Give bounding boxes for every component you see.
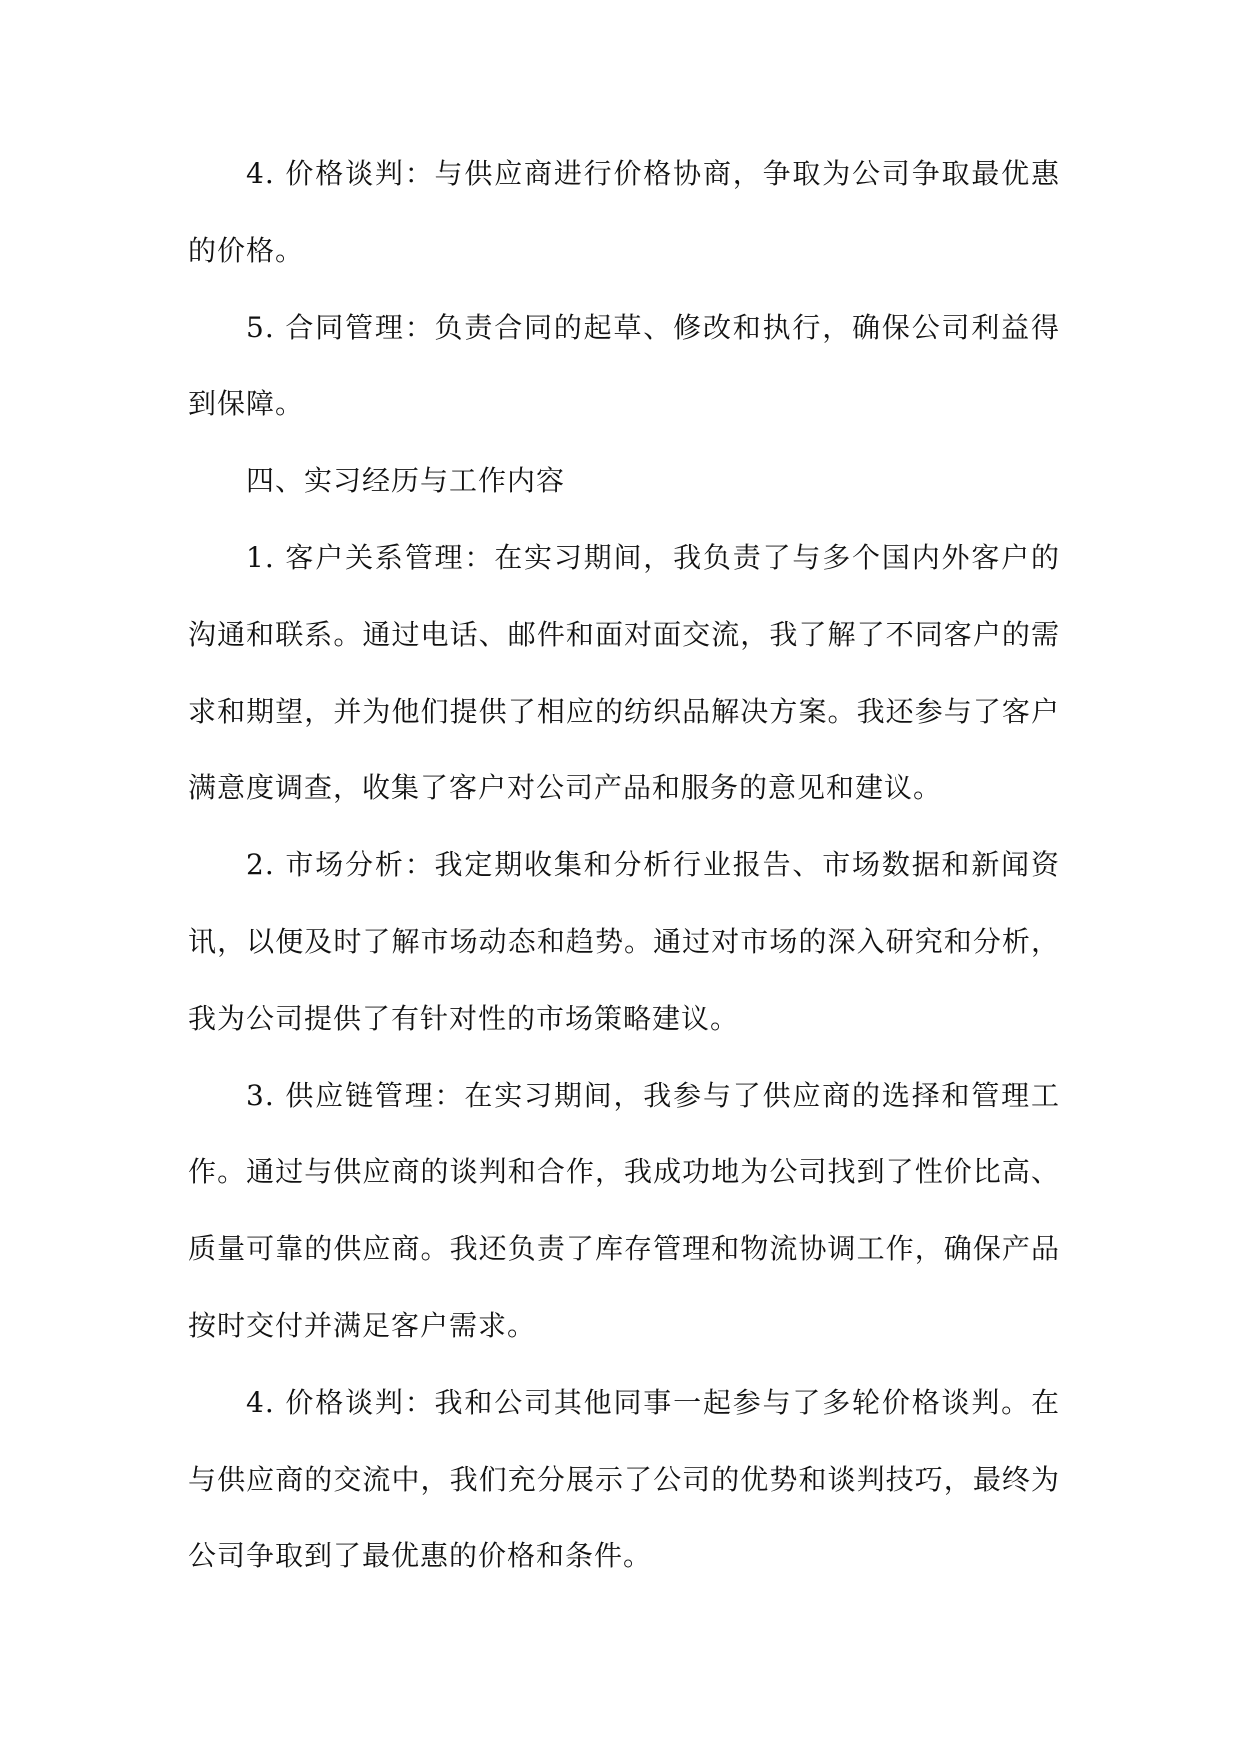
paragraph-price-negotiation-duty: 4. 价格谈判：与供应商进行价格协商，争取为公司争取最优惠的价格。 xyxy=(188,157,1060,267)
paragraph-supply-chain: 3. 供应链管理：在实习期间，我参与了供应商的选择和管理工作。通过与供应商的谈判和合作，我成功地为公司找到了性价比高、质量可靠的供应商。我还负责了库存管理和物流协调工作，确保产品按时交付并满足客户需求。 xyxy=(188,1078,1060,1342)
paragraph-price-negotiation-experience: 4. 价格谈判：我和公司其他同事一起参与了多轮价格谈判。在与供应商的交流中，我们充分展示了公司的优势和谈判技巧，最终为公司争取到了最优惠的价格和条件。 xyxy=(188,1385,1060,1573)
paragraph-customer-relations: 1. 客户关系管理：在实习期间，我负责了与多个国内外客户的沟通和联系。通过电话、邮件和面对面交流，我了解了不同客户的需求和期望，并为他们提供了相应的纺织品解决方案。我还参与了客户满意度调查，收集了客户对公司产品和服务的意见和建议。 xyxy=(188,540,1060,805)
section-heading-internship-experience: 四、实习经历与工作内容 xyxy=(246,464,566,498)
paragraph-market-analysis: 2. 市场分析：我定期收集和分析行业报告、市场数据和新闻资讯，以便及时了解市场动态和趋势。通过对市场的深入研究和分析，我为公司提供了有针对性的市场策略建议。 xyxy=(188,848,1060,1035)
document-body xyxy=(188,136,1060,1595)
paragraph-contract-management-duty: 5. 合同管理：负责合同的起草、修改和执行，确保公司利益得到保障。 xyxy=(188,310,1060,421)
